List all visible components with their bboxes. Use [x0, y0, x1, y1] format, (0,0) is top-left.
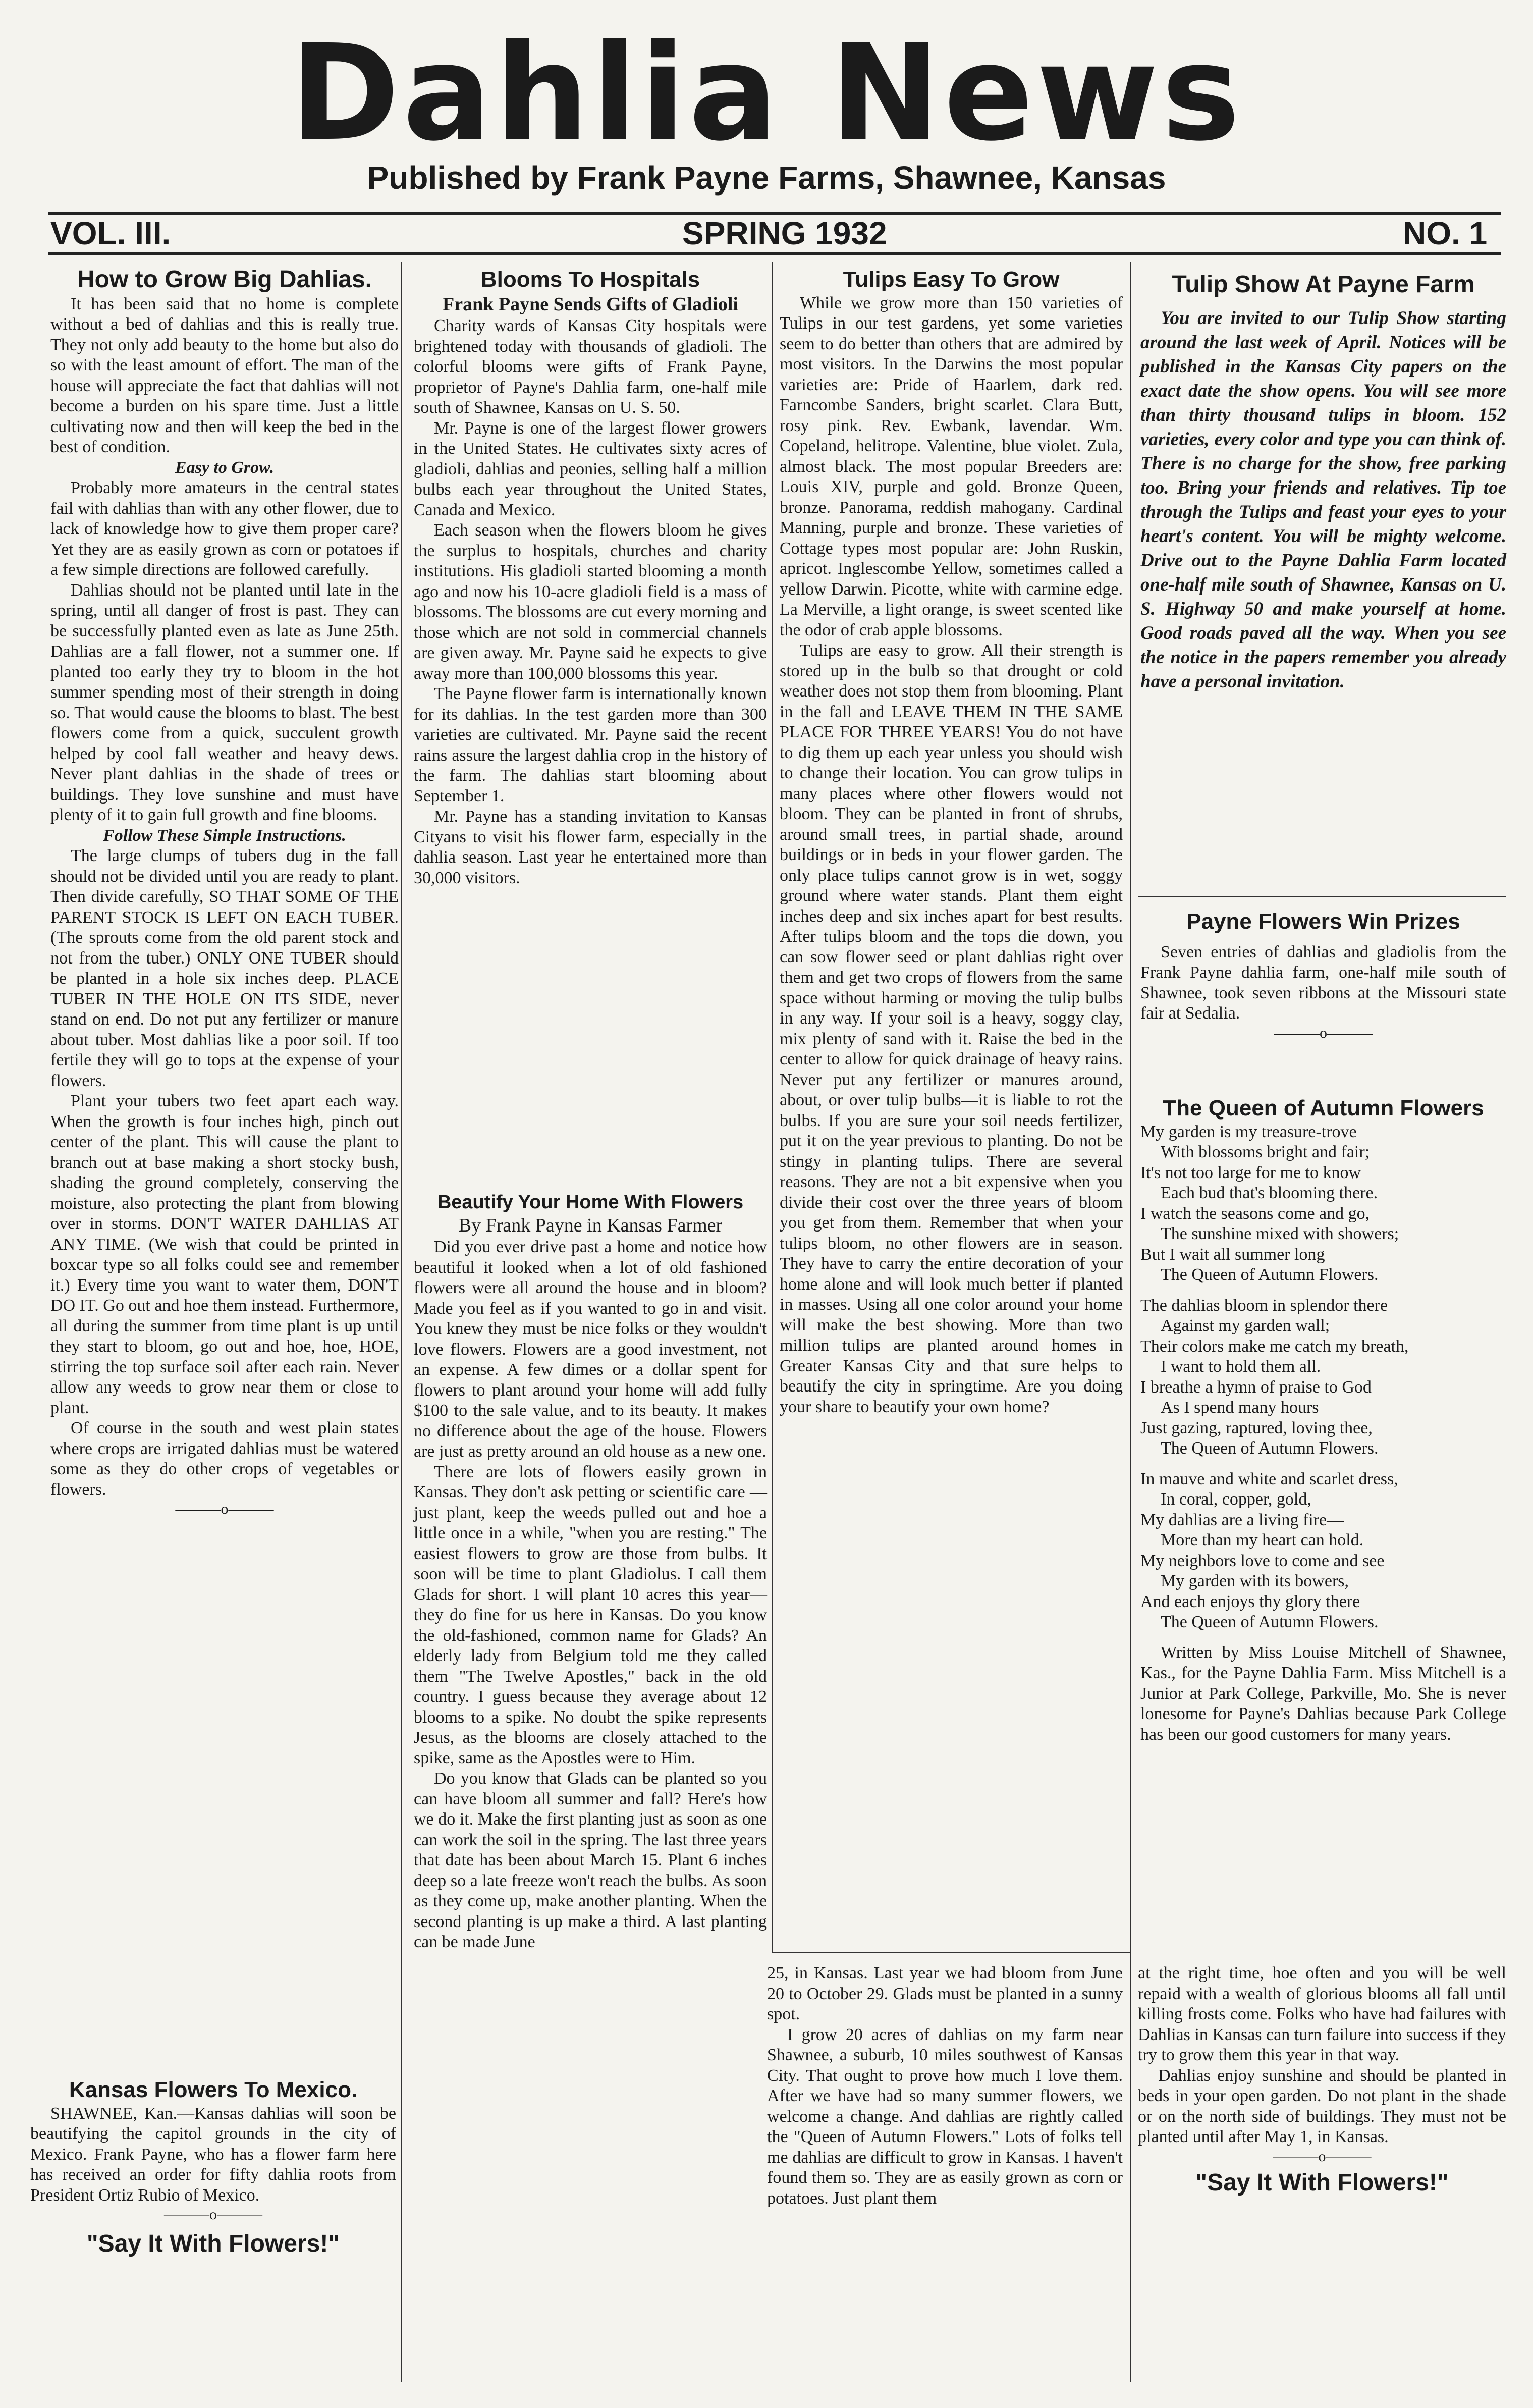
- poem-line: I breathe a hymn of praise to God: [1140, 1377, 1372, 1397]
- paragraph: Each season when the flowers bloom he gives the surplus to hospitals, churches and charity institutions. His gladioli started blooming a month ago and now his 10-acre gladioli field is a mass of blossoms. The blossoms are cut every morning and those which are not sold in commercial channels are given away. Mr. Payne said he expects to give away more than 100,000 blossoms this year.: [414, 521, 767, 683]
- poem-line: With blossoms bright and fair;: [1161, 1143, 1370, 1162]
- masthead-rule-bottom: [48, 252, 1501, 255]
- poem-line: My garden is my treasure-trove: [1140, 1122, 1357, 1141]
- separator: ———o———: [1273, 2148, 1372, 2165]
- article-grow-big-dahlias: [50, 265, 399, 1518]
- paragraph: It has been said that no home is complete without a bed of dahlias and this is really true. They not only add beauty to the home but also do so with the least amount of effort. The man of the house will appreciate the fact that dahlias will not become a burden on his spare time. Just a little cultivating now and then will keep the bed in the best of condition.: [50, 294, 399, 457]
- paragraph: Charity wards of Kansas City hospitals were brightened today with thousands of gladioli. The colorful blooms were gifts of Frank Payne, proprietor of Payne's Dahlia farm, one-half mile south of Shawnee, Kansas on U. S. 50.: [414, 316, 767, 417]
- poem-line: The Queen of Autumn Flowers.: [1161, 1439, 1379, 1458]
- paragraph: Dahlias enjoy sunshine and should be planted in beds in your open garden. Do not plant in the shade or on the north side of buildings. They must not be planted until after May 1, in Kansas.: [1138, 2066, 1506, 2146]
- poem-credit: Written by Miss Louise Mitchell of Shawnee, Kas., for the Payne Dahlia Farm. Miss Mitchell is a Junior at Park College, Parkville, Mo. She is never lonesome for Payne's Dahlias because Park College has been our good customers for many years.: [1140, 1643, 1506, 1744]
- paragraph: The Payne flower farm is internationally known for its dahlias. In the test garden more than 300 varieties are cultivated. Mr. Payne said the recent rains assure the largest dahlia crop in the history of the farm. The dahlias start blooming about September 1.: [414, 684, 767, 806]
- poem-line: The dahlias bloom in splendor there: [1140, 1296, 1388, 1315]
- invitation-text: You are invited to our Tulip Show starting around the last week of April. Notices will be published in the Kansas City papers on the exact date the show opens. You will see more than thirty thousand tulips in bloom. 152 varieties, every color and type you can think of. There is no charge for the show, free parking too. Bring your friends and relatives. Tip toe through the Tulips and feast your eyes to your heart's content. You will be mighty welcome. Drive out to the Payne Dahlia Farm located one-half mile south of Shawnee, Kansas on U. S. Highway 50 and make yourself at home. Good roads paved all the way. When you see the notice in the papers remember you already have a personal invitation.: [1140, 307, 1506, 692]
- column-divider: [1130, 262, 1131, 2382]
- paragraph: Seven entries of dahlias and gladiolis from the Frank Payne dahlia farm, one-half mile south of Shawnee, took seven ribbons at the Missouri state fair at Sedalia.: [1140, 942, 1506, 1023]
- volume-label: VOL. III.: [50, 215, 171, 251]
- headline: Blooms To Hospitals: [480, 267, 700, 292]
- beautify-continued-1: [767, 1963, 1123, 2209]
- paragraph: While we grow more than 150 varieties of Tulips in our test gardens, yet some varieties seem to do better than others that are admired by most visitors. In the Darwins the most popular varieties are: Pride of Haarlem, dark red. Farncombe Sanders, bright scarlet. Clara Butt, rosy pink. Rev. Ewbank, lavendar. Wm. Copeland, helitrope. Valentine, blue violet. Zula, almost black. The most popular Breeders are: Louis XIV, purple and gold. Bronze Queen, bronze. Panorama, reddish mahogany. Cardinal Manning, purple and bronze. These varieties of Cottage types most popular are: John Ruskin, apricot. Inglescombe Yellow, sometimes called a yellow Darwin. Picotte, white with carmine edge. La Merville, a light orange, is sweet scented like the odor of crab apple blossoms.: [780, 293, 1123, 639]
- article-blooms-to-hospitals: [414, 266, 767, 888]
- separator: ———o———: [164, 2206, 262, 2223]
- section-rule: [772, 1952, 1130, 1953]
- paragraph: Do you know that Glads can be planted so you can have bloom all summer and fall? Here's how we do it. Make the first planting just as soon as one can work the soil in the spring. The last three years that date has been about March 15. Plant 6 inches deep so a late freeze won't reach the bulbs. As soon as they come up, make another planting. When the second planting is up make a third. A last planting can be made June: [414, 1769, 767, 1952]
- poem-line: In mauve and white and scarlet dress,: [1140, 1469, 1398, 1488]
- headline: Payne Flowers Win Prizes: [1186, 909, 1460, 934]
- poem-line: My garden with its bowers,: [1161, 1572, 1349, 1591]
- paragraph: Did you ever drive past a home and notice how beautiful it looked when a lot of old fashioned flowers were all around the house and in bloom? Made you feel as if you wanted to go in and visit. You knew they must be nice folks or they wouldn't love flowers. Flowers are a good investment, not an expense. A few dimes or a dollar spent for flowers to plant around your home will add fully $100 to the sale value, and to its beauty. It makes no difference about the age of the house. Flowers are just as pretty around an old house as a new one.: [414, 1238, 767, 1461]
- paragraph: at the right time, hoe often and you will be well repaid with a wealth of glorious blooms all fall until killing frosts come. Folks who have had failures with Dahlias in Kansas can turn failure into success if they try to grow them this year in that way.: [1138, 1964, 1506, 2064]
- poem-line: My neighbors love to come and see: [1140, 1551, 1385, 1570]
- paragraph: Probably more amateurs in the central states fail with dahlias than with any other flower, due to lack of knowledge how to give them proper care? Yet they are as easily grown as corn or potatoes if a few simple directions are followed carefully.: [50, 478, 399, 579]
- paragraph: Mr. Payne has a standing invitation to Kansas Cityans to visit his flower farm, especially in the dahlia season. Last year he entertained more than 30,000 visitors.: [414, 807, 767, 887]
- paragraph: There are lots of flowers easily grown in Kansas. They don't ask petting or scientific care — just plant, keep the weeds pulled out and hoe a little once in a while, "when you are resting." The easiest flowers to grow are those from bulbs. It soon will be time to plant Gladiolus. I call them Glads for short. I will plant 10 acres this year—they do fine for us here in Kansas. Do you know the old-fashioned, common name for Glads? An elderly lady from Belgium told me they called them "The Twelve Apostles," back in the old country. I guess because they average about 12 blooms to a spike. No doubt the spike represents Jesus, as the blooms are closely attached to the spike, same as the Apostles were to Him.: [414, 1462, 767, 1768]
- poem-line: More than my heart can hold.: [1161, 1531, 1364, 1550]
- paragraph: Of course in the south and west plain states where crops are irrigated dahlias must be watered some as they do other crops of vegetables or flowers.: [50, 1419, 399, 1499]
- headline: Kansas Flowers To Mexico.: [69, 2077, 358, 2102]
- poem-line: It's not too large for me to know: [1140, 1163, 1361, 1182]
- separator: ———o———: [1274, 1024, 1373, 1041]
- article-tulips-easy: [780, 266, 1123, 1417]
- poem-line: The Queen of Autumn Flowers.: [1161, 1613, 1379, 1632]
- article-beautify-home: [414, 1191, 767, 1953]
- paragraph: Dahlias should not be planted until late in the spring, until all danger of frost is past. They can be successfully planted even as late as June 25th. Dahlias are a fall flower, not a summer one. If planted too early they try to bloom in the hot summer spending most of their strength in doing so. That would cause the blooms to blast. The best flowers come from a quick, succulent growth helped by cool fall weather and heavy dews. Never plant dahlias in the shade of trees or buildings. They love sunshine and must have plenty of it to gain full growth and fine blooms.: [50, 580, 399, 825]
- paragraph: SHAWNEE, Kan.—Kansas dahlias will soon be beautifying the capitol grounds in the city of Mexico. Frank Payne, who has a flower farm here has received an order for fifty dahlia roots from President Ortiz Rubio of Mexico.: [30, 2104, 396, 2205]
- headline: Beautify Your Home With Flowers: [437, 1192, 744, 1213]
- poem-line: Their colors make me catch my breath,: [1140, 1336, 1409, 1356]
- paragraph: 25, in Kansas. Last year we had bloom from June 20 to October 29. Glads must be planted in a sunny spot.: [767, 1964, 1123, 2023]
- poem-line: But I wait all summer long: [1140, 1245, 1325, 1264]
- beautify-continued-2: [1138, 1963, 1506, 2196]
- poem-line: The Queen of Autumn Flowers.: [1161, 1265, 1379, 1285]
- poem-line: I want to hold them all.: [1161, 1357, 1321, 1376]
- slogan: "Say It With Flowers!": [86, 2230, 340, 2258]
- paragraph: I grow 20 acres of dahlias on my farm near Shawnee, a suburb, 10 miles southwest of Kansas City. That ought to prove how much I love them. After we have had so many summer flowers, we welcome a change. And dahlias are rightly called the "Queen of Autumn Flowers." Lots of folks tell me dahlias are difficult to grow in Kansas. I haven't found them so. They are as easily grown as corn or potatoes. Just plant them: [767, 2025, 1123, 2208]
- poem-queen-of-autumn: [1140, 1095, 1506, 1745]
- headline: The Queen of Autumn Flowers: [1163, 1096, 1484, 1120]
- paragraph: Tulips are easy to grow. All their strength is stored up in the bulb so that drought or cold weather does not stop them from blooming. Plant in the fall and LEAVE THEM IN THE SAME PLACE FOR THREE YEARS! You do not have to dig them up each year unless you should wish to change their location. You can grow tulips in many places where other flowers would not bloom. They can be planted in front of shrubs, around small trees, in partial shade, around buildings or in beds in your flower garden. The only place tulips cannot grow is in wet, soggy ground where water stands. Plant them eight inches deep and six inches apart for best results. After tulips bloom and the tops die down, you can sow flower seed or plant dahlias right over them and get two crops of flowers from the same space without harming or moving the tulip bulbs in any way. If your soil is a heavy, soggy clay, mix plenty of sand with it. Raise the bed in the center to allow for quick drainage of heavy rains. Never put any fertilizer or manures around, about, or over tulip bulbs—it is liable to rot the bulbs. If you are sure your soil needs fertilizer, put it on the year previous to planting. Do not be stingy in planting tulips. There are several reasons. They are not a bit expensive when you divide their cost over the three years of bloom you get from them. Remember that when your tulips bloom, no other flowers are in season. They have to carry the entire decoration of your home alone and will look much better if planted in masses. Using all one color around your home will make the best showing. More than two million tulips are planted around homes in Greater Kansas City and that sure helps to beautify the city in springtime. Are you doing your share to beautify your own home?: [780, 641, 1123, 1416]
- poem-line: My dahlias are a living fire—: [1140, 1510, 1344, 1529]
- headline: Tulip Show At Payne Farm: [1172, 271, 1475, 298]
- subheadline: Frank Payne Sends Gifts of Gladioli: [443, 293, 738, 315]
- article-win-prizes: [1140, 908, 1506, 1042]
- separator: ———o———: [175, 1501, 274, 1518]
- slogan: "Say It With Flowers!": [1195, 2169, 1449, 2196]
- subheading: Easy to Grow.: [175, 458, 275, 477]
- poem-line: The sunshine mixed with showers;: [1161, 1224, 1399, 1244]
- issue-number: NO. 1: [1403, 215, 1488, 251]
- article-flowers-to-mexico: [30, 2077, 396, 2258]
- poem-line: Just gazing, raptured, loving thee,: [1140, 1418, 1373, 1437]
- masthead-title: Dahlia News: [290, 16, 1243, 170]
- subheading: Follow These Simple Instructions.: [103, 826, 346, 845]
- paragraph: Plant your tubers two feet apart each way. When the growth is four inches high, pinch out center of the plant. This will cause the plant to branch out at base making a short stocky bush, shading the ground completely, conserving the moisture, also protecting the plant from blowing over in storms. DON'T WATER DAHLIAS AT ANY TIME. (We wish that could be printed in boxcar type so all folks could see and remember it.) Every time you want to water them, DON'T DO IT. Go out and hoe them instead. Furthermore, all during the summer from time plant is up until they start to bloom, go out and hoe, hoe, HOE, stirring the top surface soil after each rain. Never allow any weeds to grow near them or close to plant.: [50, 1092, 399, 1417]
- paragraph: Mr. Payne is one of the largest flower growers in the United States. He cultivates sixty acres of gladioli, dahlias and peonies, selling half a million bulbs each year throughout the United States, Canada and Mexico.: [414, 418, 767, 519]
- season-label: SPRING 1932: [682, 215, 887, 251]
- poem-line: And each enjoys thy glory there: [1140, 1592, 1360, 1611]
- column-divider: [772, 262, 773, 1953]
- poem-line: In coral, copper, gold,: [1161, 1490, 1311, 1509]
- poem-line: I watch the seasons come and go,: [1140, 1204, 1370, 1223]
- masthead-publisher: Published by Frank Payne Farms, Shawnee, Kansas: [367, 159, 1166, 196]
- section-rule: [1138, 896, 1506, 897]
- article-tulip-show: [1140, 270, 1506, 694]
- poem-line: Each bud that's blooming there.: [1161, 1184, 1378, 1203]
- headline: Tulips Easy To Grow: [843, 267, 1060, 292]
- poem-line: Against my garden wall;: [1161, 1316, 1330, 1335]
- headline: How to Grow Big Dahlias.: [77, 266, 372, 293]
- byline: By Frank Payne in Kansas Farmer: [458, 1214, 723, 1236]
- poem-line: As I spend many hours: [1161, 1398, 1319, 1417]
- paragraph: The large clumps of tubers dug in the fall should not be divided until you are ready to plant. Then divide carefully, SO THAT SOME OF THE PARENT STOCK IS LEFT ON EACH TUBER. (The sprouts come from the old parent stock and not from the tuber.) ONLY ONE TUBER should be planted in a hole six inches deep. PLACE TUBER IN THE HOLE ON ITS SIDE, never stand on end. Do not put any fertilizer or manure about tuber. Most dahlias like a poor soil. If too fertile they will go to tops at the expense of your flowers.: [50, 846, 399, 1090]
- column-divider: [401, 262, 402, 2382]
